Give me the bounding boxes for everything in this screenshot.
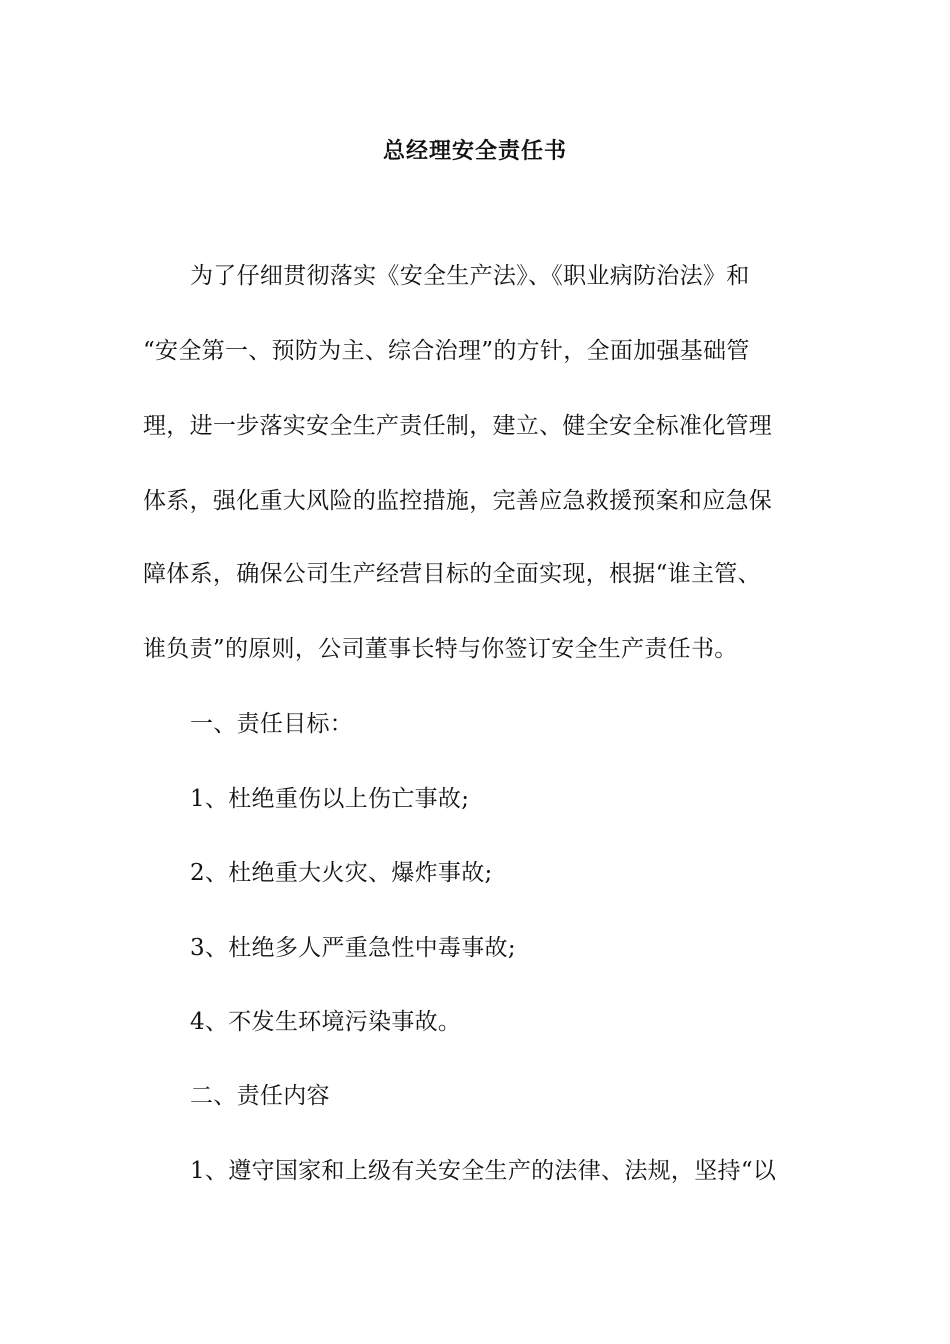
section-heading-goals: 一、责任目标： xyxy=(190,711,354,737)
intro-line-1: 为了仔细贯彻落实《安全生产法》、《职业病防治法》和 xyxy=(190,263,750,289)
goal-item-3: 3、杜绝多人严重急性中毒事故; xyxy=(190,935,516,961)
section-heading-content: 二、责任内容 xyxy=(190,1083,330,1109)
intro-line-6: 谁负责”的原则，公司董事长特与你签订安全生产责任书。 xyxy=(143,636,738,662)
goal-item-2: 2、杜绝重大火灾、爆炸事故; xyxy=(190,860,493,886)
intro-line-4: 体系，强化重大风险的监控措施，完善应急救援预案和应急保 xyxy=(143,488,773,514)
goal-item-1: 1、杜绝重伤以上伤亡事故; xyxy=(190,786,470,812)
intro-line-3: 理，进一步落实安全生产责任制，建立、健全安全标准化管理 xyxy=(143,413,773,439)
intro-line-2: “安全第一、预防为主、综合治理”的方针，全面加强基础管 xyxy=(143,338,750,364)
goal-item-4: 4、不发生环境污染事故。 xyxy=(190,1009,462,1035)
content-item-1: 1、遵守国家和上级有关安全生产的法律、法规，坚持“以 xyxy=(190,1158,777,1184)
document-title: 总经理安全责任书 xyxy=(382,139,567,164)
intro-line-5: 障体系，确保公司生产经营目标的全面实现，根据“谁主管、 xyxy=(143,561,761,587)
